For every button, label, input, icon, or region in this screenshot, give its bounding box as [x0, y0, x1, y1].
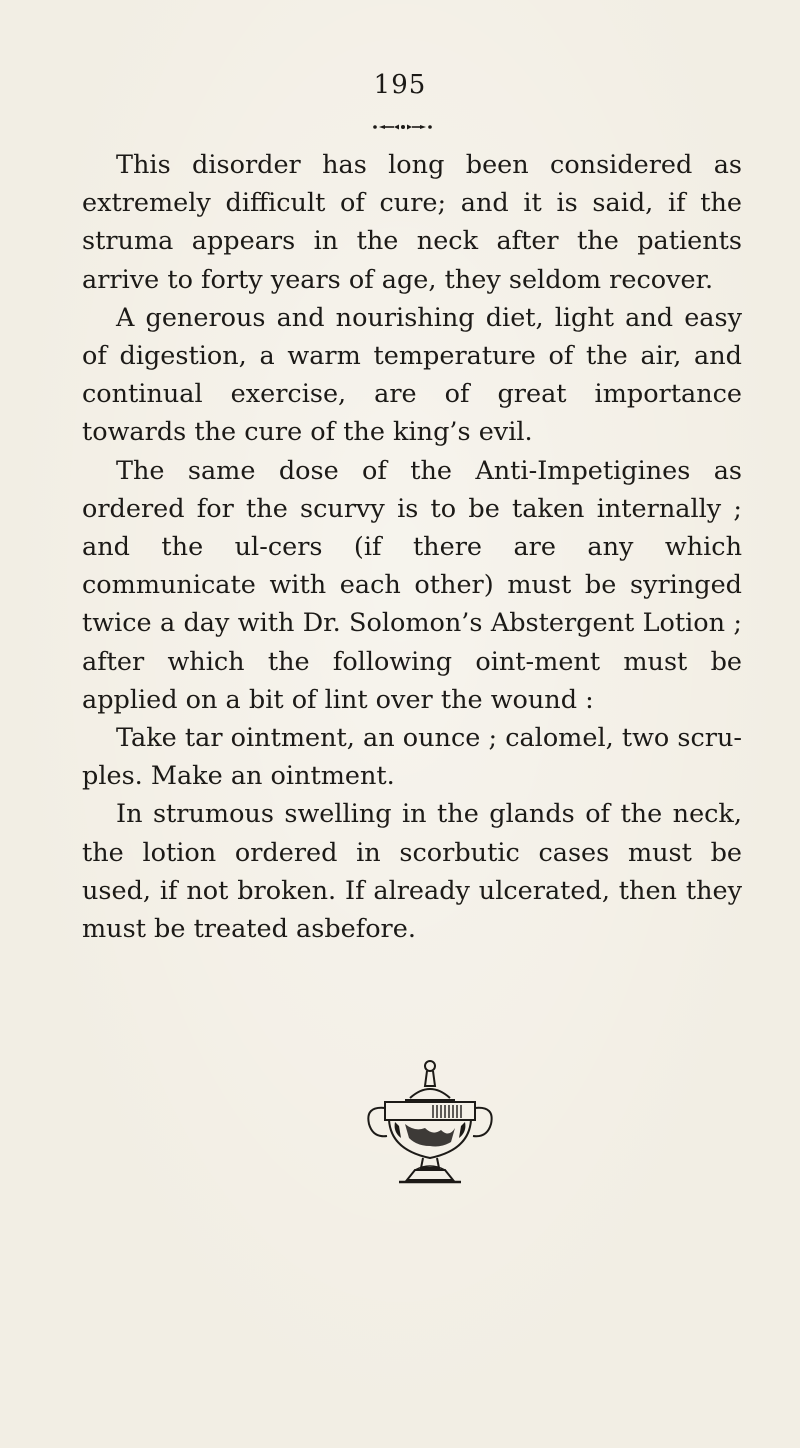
- body-text: [82, 146, 742, 948]
- page-number: 195: [373, 70, 427, 100]
- ornament-rule-icon: [372, 122, 434, 132]
- paragraph: The same dose of the Anti-Impetigines as ordered for the scurvy is to be taken internally ; and the ul-cers (if there are any which communicate with each other) must be syringed twice a day with Dr. Solomon’s Abstergent Lotion ; after which the following oint-ment must be applied on a bit of lint over the wound :: [82, 455, 742, 715]
- paragraph: A generous and nourishing diet, light and easy of digestion, a warm temperature of the air, and continual exercise, are of great importance towards the cure of the king’s evil.: [82, 302, 742, 448]
- paragraph: This disorder has long been considered as extremely difficult of cure; and it is said, if the struma appears in the neck after the patients arrive to forty years of age, they seldom recover.: [82, 150, 742, 295]
- urn-vignette-icon: [355, 1058, 505, 1188]
- paragraph: In strumous swelling in the glands of the neck, the lotion ordered in scorbutic cases must be used, if not broken. If already ulcerated, then they must be treated asbefore.: [82, 799, 742, 945]
- paragraph: Take tar ointment, an ounce ; calomel, two scru-ples. Make an ointment.: [82, 723, 742, 792]
